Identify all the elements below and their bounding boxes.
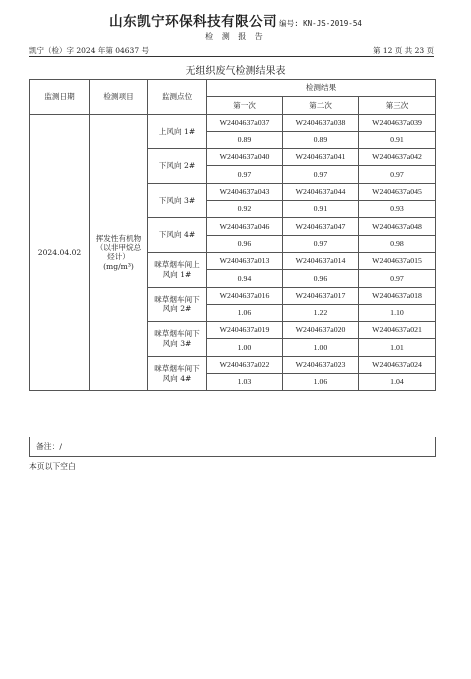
monitoring-point: 下风向 4# (148, 218, 207, 253)
result-value: 0.94 (207, 270, 283, 287)
sample-id: W2404637a015 (359, 252, 436, 269)
result-value: 0.97 (283, 235, 359, 252)
result-value: 0.96 (207, 235, 283, 252)
result-value: 0.89 (283, 131, 359, 148)
result-value: 0.91 (359, 131, 436, 148)
monitoring-point: 咪草烟车间下风向 3# (148, 322, 207, 357)
sample-id: W2404637a039 (359, 114, 436, 131)
result-value: 1.04 (359, 374, 436, 391)
table-row (30, 114, 436, 131)
result-value: 0.96 (283, 270, 359, 287)
sample-id: W2404637a013 (207, 252, 283, 269)
sample-id: W2404637a044 (283, 183, 359, 200)
header-line (0, 10, 471, 30)
header-results: 检测结果 (207, 80, 436, 97)
company-name: 山东凯宁环保科技有限公司 (109, 14, 278, 30)
sample-id: W2404637a017 (283, 287, 359, 304)
sample-id: W2404637a023 (283, 356, 359, 373)
result-value: 0.92 (207, 201, 283, 218)
sample-id: W2404637a045 (359, 183, 436, 200)
monitoring-date: 2024.04.02 (30, 114, 90, 391)
header-first: 第一次 (207, 97, 283, 114)
result-value: 0.98 (359, 235, 436, 252)
sample-id: W2404637a048 (359, 218, 436, 235)
sample-id: W2404637a019 (207, 322, 283, 339)
result-value: 1.00 (207, 339, 283, 356)
result-value: 0.97 (359, 166, 436, 183)
sample-id: W2404637a037 (207, 114, 283, 131)
sample-id: W2404637a047 (283, 218, 359, 235)
header-third: 第三次 (359, 97, 436, 114)
result-value: 1.01 (359, 339, 436, 356)
results-table (29, 79, 436, 391)
monitoring-point: 咪草烟车间上风向 1# (148, 252, 207, 287)
sample-id: W2404637a014 (283, 252, 359, 269)
monitoring-point: 咪草烟车间下风向 4# (148, 356, 207, 391)
result-value: 0.97 (283, 166, 359, 183)
remark-row: 备注：/ (29, 437, 436, 457)
result-value: 0.97 (359, 270, 436, 287)
result-value: 1.10 (359, 304, 436, 321)
sample-id: W2404637a038 (283, 114, 359, 131)
page-info: 第 12 页 共 23 页 (372, 46, 434, 55)
result-value: 0.97 (207, 166, 283, 183)
monitoring-point: 上风向 1# (148, 114, 207, 149)
header-second: 第二次 (283, 97, 359, 114)
result-value: 0.91 (283, 201, 359, 218)
sample-id: W2404637a021 (359, 322, 436, 339)
result-value: 1.22 (283, 304, 359, 321)
result-value: 0.93 (359, 201, 436, 218)
sample-id: W2404637a043 (207, 183, 283, 200)
monitoring-point: 下风向 3# (148, 183, 207, 218)
result-value: 1.06 (283, 374, 359, 391)
report-number: 凯宁（检）字 2024 年第 04637 号 (29, 46, 149, 55)
header-divider (29, 56, 434, 57)
header-date: 监测日期 (30, 80, 90, 115)
result-value: 0.89 (207, 131, 283, 148)
sample-id: W2404637a022 (207, 356, 283, 373)
blank-below-note: 本页以下空白 (29, 462, 76, 471)
document-number: 编号: KN-JS-2019-54 (279, 19, 362, 28)
sample-id: W2404637a016 (207, 287, 283, 304)
sample-id: W2404637a042 (359, 149, 436, 166)
sample-id: W2404637a020 (283, 322, 359, 339)
monitoring-point: 下风向 2# (148, 149, 207, 184)
test-item: 挥发性有机物（以非甲烷总烃计）(mg/m³) (90, 114, 148, 391)
header-point: 监测点位 (148, 80, 207, 115)
result-value: 1.06 (207, 304, 283, 321)
report-subtitle: 检 测 报 告 (205, 32, 266, 41)
sample-id: W2404637a041 (283, 149, 359, 166)
header-item: 检测项目 (90, 80, 148, 115)
table-title: 无组织废气检测结果表 (185, 66, 286, 77)
result-value: 1.00 (283, 339, 359, 356)
sample-id: W2404637a024 (359, 356, 436, 373)
sample-id: W2404637a018 (359, 287, 436, 304)
report-meta-row (29, 45, 434, 56)
result-value: 1.03 (207, 374, 283, 391)
sample-id: W2404637a046 (207, 218, 283, 235)
monitoring-point: 咪草烟车间下风向 2# (148, 287, 207, 322)
sample-id: W2404637a040 (207, 149, 283, 166)
